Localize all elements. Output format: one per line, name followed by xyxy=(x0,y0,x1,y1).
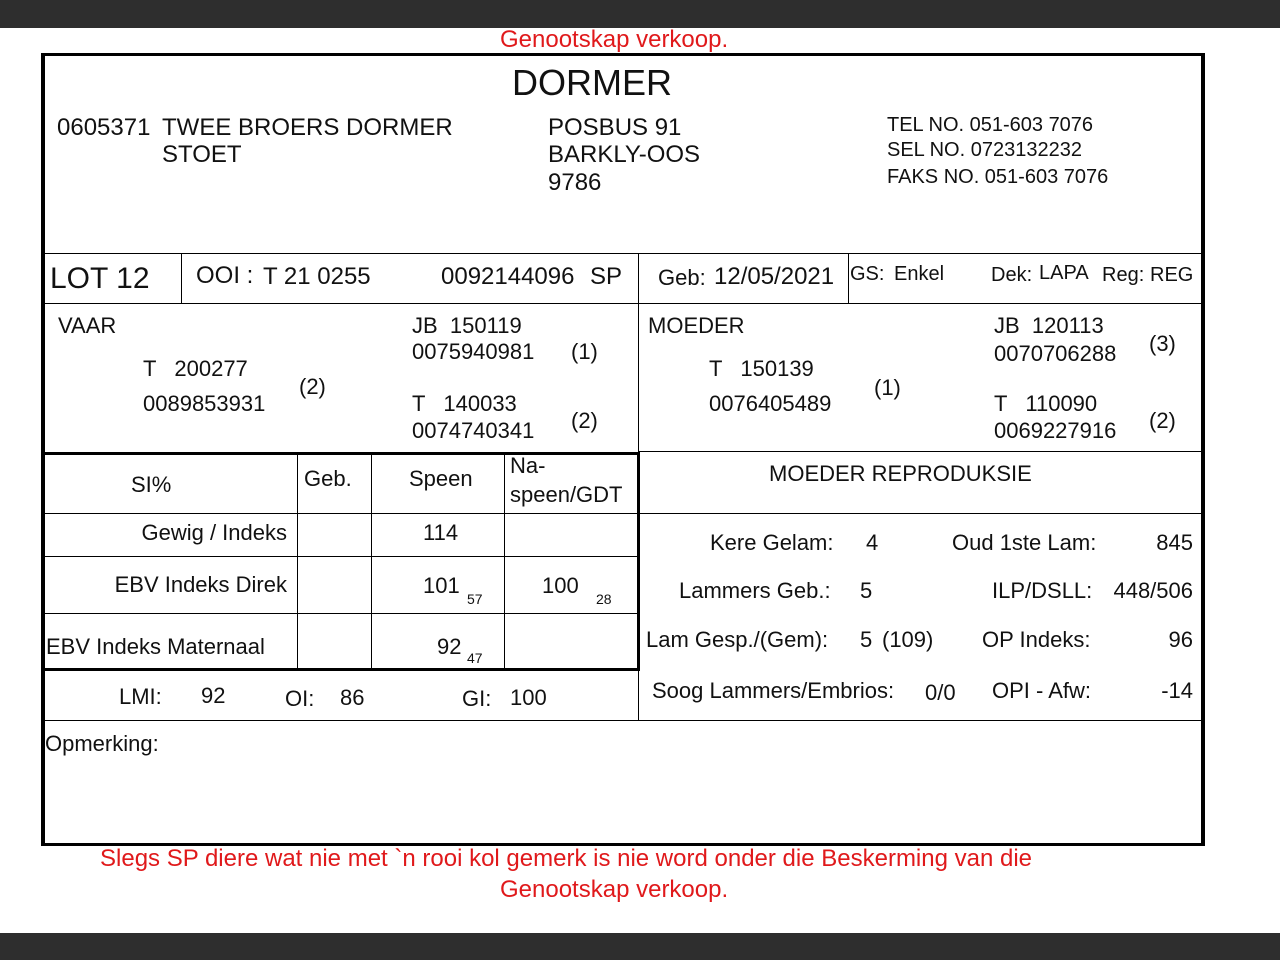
divider xyxy=(638,451,1202,452)
breeder-name-line2: STOET xyxy=(162,141,242,168)
moeder-mark: (1) xyxy=(874,375,901,400)
gi-label: GI: xyxy=(462,686,492,711)
opi-value: -14 xyxy=(1161,678,1193,703)
gs-label: GS: xyxy=(850,263,885,285)
gesp-value: 5 xyxy=(860,627,873,652)
reg-number: 0092144096 xyxy=(441,263,575,290)
geb-label: Geb: xyxy=(658,265,706,290)
divider xyxy=(637,452,640,671)
divider xyxy=(44,720,1202,721)
lmi-label: LMI: xyxy=(119,684,162,709)
lmi-value: 92 xyxy=(201,683,226,708)
address-line2: BARKLY-OOS xyxy=(548,141,701,168)
row-label-maternaal: EBV Indeks Maternaal xyxy=(46,634,265,659)
vaar-vader-mark: (1) xyxy=(571,339,598,364)
vaar-vader-id: JB 150119 xyxy=(412,313,522,338)
naspeen-header-line1: Na- xyxy=(510,453,546,478)
op-label: OP Indeks: xyxy=(982,627,1091,652)
lammers-label: Lammers Geb.: xyxy=(679,578,831,603)
status-badge: SP xyxy=(590,263,623,290)
moeder-moeder-number: 0069227916 xyxy=(994,418,1117,443)
bottom-notice-line2: Genootskap verkoop. xyxy=(500,876,729,903)
divider xyxy=(44,452,638,455)
moeder-vader-mark: (3) xyxy=(1149,331,1176,356)
oi-value: 86 xyxy=(340,685,365,710)
dek-value: LAPA xyxy=(1039,262,1089,284)
oud-label: Oud 1ste Lam: xyxy=(952,530,1097,555)
bottom-notice-line1: Slegs SP diere wat nie met `n rooi kol gemerk is nie word onder die Beskerming van die xyxy=(100,845,1033,872)
reproduction-title: MOEDER REPRODUKSIE xyxy=(769,461,1032,486)
kere-value: 4 xyxy=(866,530,879,555)
divider xyxy=(44,513,1202,514)
speen-value-gewig: 114 xyxy=(423,520,459,545)
soog-value: 0/0 xyxy=(925,680,956,705)
oud-value: 845 xyxy=(1156,530,1193,555)
breeder-code: 0605371 xyxy=(57,114,151,141)
divider xyxy=(848,253,849,303)
divider xyxy=(42,452,45,671)
divider xyxy=(44,556,638,557)
breed-title: DORMER xyxy=(512,62,672,103)
oi-label: OI: xyxy=(285,686,315,711)
vaar-moeder-number: 0074740341 xyxy=(412,418,535,443)
faks-number: FAKS NO. 051-603 7076 xyxy=(887,166,1109,188)
ilp-label: ILP/DSLL: xyxy=(992,578,1093,603)
geb-date: 12/05/2021 xyxy=(714,263,835,290)
ooi-label: OOI : xyxy=(196,262,254,289)
divider xyxy=(44,668,640,671)
vaar-mark: (2) xyxy=(299,374,326,399)
geb-header: Geb. xyxy=(304,466,352,491)
lot-number: LOT 12 xyxy=(50,262,150,295)
opmerking-label: Opmerking: xyxy=(45,731,159,756)
top-notice: Genootskap verkoop. xyxy=(500,26,729,53)
breeder-name-line1: TWEE BROERS DORMER xyxy=(162,114,453,141)
speen-accuracy-maternaal: 47 xyxy=(467,650,483,666)
divider xyxy=(371,455,372,668)
address-line3: 9786 xyxy=(548,169,602,196)
reg-label: Reg: xyxy=(1102,264,1145,286)
divider xyxy=(297,455,298,668)
vaar-number: 0089853931 xyxy=(143,391,266,416)
gi-value: 100 xyxy=(510,685,547,710)
kere-label: Kere Gelam: xyxy=(710,530,834,555)
lammers-value: 5 xyxy=(860,578,873,603)
naspeen-accuracy-direk: 28 xyxy=(596,591,612,607)
soog-label: Soog Lammers/Embrios: xyxy=(652,678,895,703)
opi-label: OPI - Afw: xyxy=(992,678,1092,703)
moeder-vader-number: 0070706288 xyxy=(994,341,1117,366)
op-value: 96 xyxy=(1168,627,1193,652)
moeder-moeder-mark: (2) xyxy=(1149,408,1176,433)
moeder-vader-id: JB 120113 xyxy=(994,313,1104,338)
gem-value: (109) xyxy=(882,627,934,652)
divider xyxy=(504,455,505,668)
ilp-value: 448/506 xyxy=(1113,578,1193,603)
vaar-label: VAAR xyxy=(58,313,117,338)
si-header: SI% xyxy=(131,472,172,497)
speen-accuracy-direk: 57 xyxy=(467,591,483,607)
speen-header: Speen xyxy=(409,466,473,491)
gs-value: Enkel xyxy=(894,263,945,285)
row-label-direk: EBV Indeks Direk xyxy=(114,572,287,597)
speen-value-maternaal: 92 xyxy=(437,634,462,659)
speen-value-direk: 101 xyxy=(423,573,460,598)
row-label-gewig: Gewig / Indeks xyxy=(141,520,287,545)
vaar-moeder-id: T 140033 xyxy=(412,391,517,416)
address-line1: POSBUS 91 xyxy=(548,114,682,141)
sel-number: SEL NO. 0723132232 xyxy=(887,139,1082,161)
tel-number: TEL NO. 051-603 7076 xyxy=(887,114,1094,136)
top-bar xyxy=(0,0,1280,28)
moeder-id: T 150139 xyxy=(709,356,814,381)
moeder-moeder-id: T 110090 xyxy=(994,391,1098,416)
divider xyxy=(44,613,638,614)
bottom-bar xyxy=(0,933,1280,960)
divider xyxy=(44,303,1202,304)
moeder-label: MOEDER xyxy=(648,313,745,338)
divider xyxy=(181,253,182,303)
vaar-moeder-mark: (2) xyxy=(571,408,598,433)
naspeen-value-direk: 100 xyxy=(542,573,579,598)
naspeen-header-line2: speen/GDT xyxy=(510,482,623,507)
gesp-label: Lam Gesp./(Gem): xyxy=(646,627,829,652)
divider xyxy=(44,253,1202,254)
ooi-id: T 21 0255 xyxy=(263,263,371,290)
vaar-vader-number: 0075940981 xyxy=(412,339,535,364)
reg-value: REG xyxy=(1150,264,1194,286)
vaar-id: T 200277 xyxy=(143,356,248,381)
dek-label: Dek: xyxy=(991,264,1033,286)
moeder-number: 0076405489 xyxy=(709,391,832,416)
